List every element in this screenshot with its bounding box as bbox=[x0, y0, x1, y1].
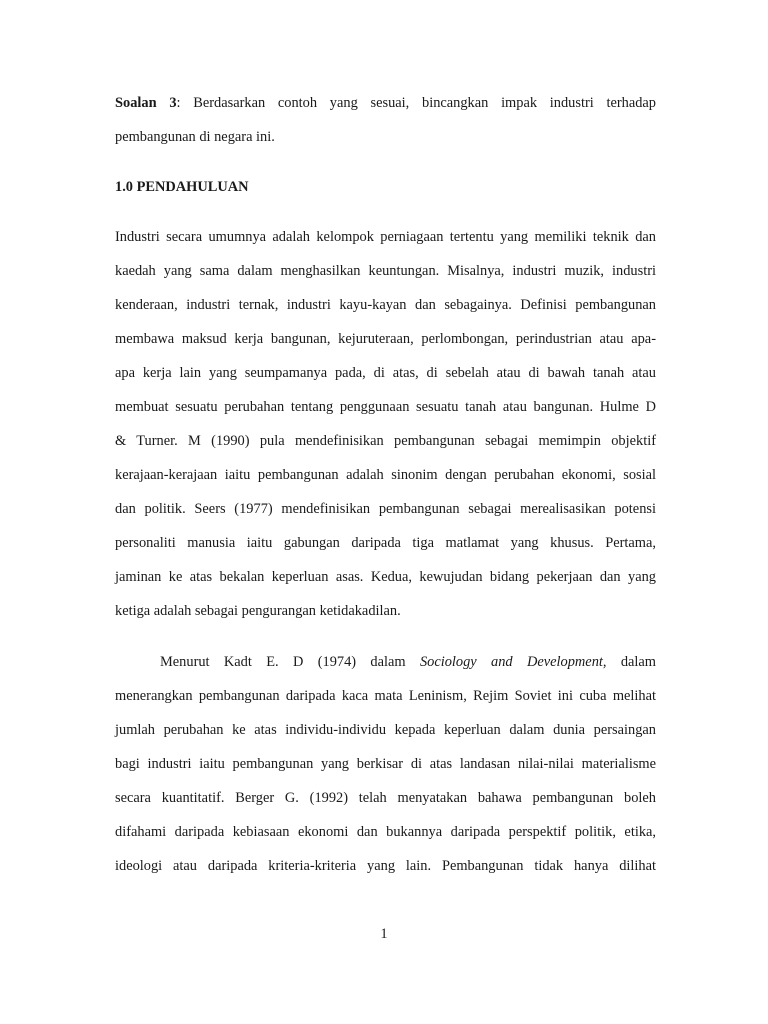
paragraph-1-line: personaliti manusia iaitu gabungan daripada tiga matlamat yang khusus. Pertama, bbox=[115, 535, 656, 551]
section-heading: 1.0 PENDAHULUAN bbox=[115, 179, 249, 195]
paragraph-1-line: ketiga adalah sebagai pengurangan ketidakadilan. bbox=[115, 603, 401, 619]
paragraph-2-text: , dalam bbox=[602, 654, 656, 670]
question-block bbox=[115, 86, 656, 154]
paragraph-1-line: kaedah yang sama dalam menghasilkan keuntungan. Misalnya, industri muzik, industri bbox=[115, 263, 656, 279]
paragraph-2-line: jumlah perubahan ke atas individu-individu kepada keperluan dalam dunia persaingan bbox=[115, 722, 656, 738]
paragraph-1-line: membawa maksud kerja bangunan, kejuruteraan, perlombongan, perindustrian atau apa- bbox=[115, 331, 656, 347]
book-title: Sociology and Development bbox=[419, 654, 603, 670]
paragraph-1-line: & Turner. M (1990) pula mendefinisikan pembangunan sebagai memimpin objektif bbox=[115, 433, 656, 449]
paragraph-1-line: apa kerja lain yang seumpamanya pada, di atas, di sebelah atau di bawah tanah atau bbox=[115, 365, 656, 381]
page-number: 1 bbox=[380, 926, 388, 942]
paragraph-2-line: difahami daripada kebiasaan ekonomi dan bukannya daripada perspektif politik, etika, bbox=[115, 824, 656, 840]
paragraph-1-line: membuat sesuatu perubahan tentang penggunaan sesuatu tanah atau bangunan. Hulme D bbox=[115, 399, 656, 415]
question-text-line1: : Berdasarkan contoh yang sesuai, bincangkan impak industri terhadap bbox=[176, 95, 657, 111]
document-body bbox=[115, 86, 656, 883]
paragraph-1-line: dan politik. Seers (1977) mendefinisikan pembangunan sebagai merealisasikan potensi bbox=[115, 501, 656, 517]
paragraph-2-line: ideologi atau daripada kriteria-kriteria yang lain. Pembangunan tidak hanya dilihat bbox=[115, 858, 656, 874]
paragraph-1 bbox=[115, 220, 656, 628]
paragraph-2 bbox=[115, 645, 656, 883]
paragraph-2-line: bagi industri iaitu pembangunan yang berkisar di atas landasan nilai-nilai materialisme bbox=[115, 756, 656, 772]
paragraph-1-line: jaminan ke atas bekalan keperluan asas. Kedua, kewujudan bidang pekerjaan dan yang bbox=[115, 569, 656, 585]
paragraph-2-first-line bbox=[115, 645, 656, 679]
paragraph-1-line: kenderaan, industri ternak, industri kayu-kayan dan sebagainya. Definisi pembangunan bbox=[115, 297, 656, 313]
question-text-line2: pembangunan di negara ini. bbox=[115, 129, 275, 145]
paragraph-2-text: Menurut Kadt E. D (1974) dalam bbox=[160, 654, 420, 670]
paragraph-2-line: secara kuantitatif. Berger G. (1992) telah menyatakan bahawa pembangunan boleh bbox=[115, 790, 656, 806]
question-label: Soalan 3 bbox=[115, 95, 177, 111]
paragraph-1-line: kerajaan-kerajaan iaitu pembangunan adalah sinonim dengan perubahan ekonomi, sosial bbox=[115, 467, 656, 483]
paragraph-2-line: menerangkan pembangunan daripada kaca mata Leninism, Rejim Soviet ini cuba melihat bbox=[115, 688, 656, 704]
paragraph-1-line: Industri secara umumnya adalah kelompok perniagaan tertentu yang memiliki teknik dan bbox=[115, 229, 656, 245]
